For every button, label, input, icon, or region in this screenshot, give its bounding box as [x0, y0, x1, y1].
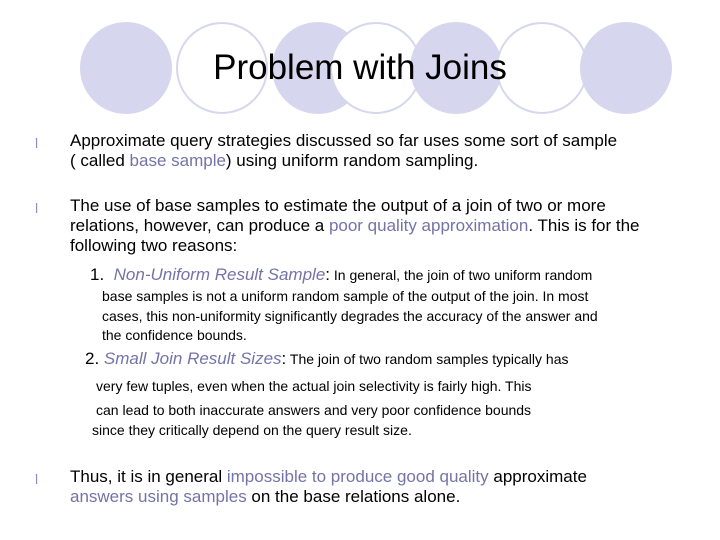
reason-1 [90, 265, 592, 286]
reason-2-body-2 [92, 421, 412, 441]
reason-1-body [102, 287, 598, 346]
line: following two reasons: [70, 236, 238, 255]
bullet-3-text [70, 467, 587, 507]
bullet-1-text [70, 131, 617, 171]
line: answers using samples on the base relations alone. [70, 487, 461, 506]
bullet-2-text [70, 196, 640, 256]
bullet-icon: l [35, 471, 39, 487]
slide-title: Problem with Joins [213, 48, 507, 87]
line: base samples is not a uniform random sample of the output of the join. In most [102, 288, 589, 304]
highlight: base sample [129, 151, 226, 170]
highlight: impossible to produce good quality [226, 467, 489, 486]
line: 2. Small Join Result Sizes: The join of two random samples typically has [85, 349, 569, 368]
line: Thus, it is in general impossible to produce good quality approximate [70, 467, 587, 486]
highlight: poor quality approximation [328, 216, 529, 235]
reason-2-body-1 [96, 374, 532, 422]
line: cases, this non-uniformity significantly degrades the accuracy of the answer and [102, 307, 598, 324]
line: The use of base samples to estimate the output of a join of two or more [70, 196, 606, 215]
bullet-icon: l [35, 135, 39, 151]
line: 1. Non-Uniform Result Sample: In general, the join of two uniform random [90, 265, 593, 284]
line: the confidence bounds. [102, 327, 247, 343]
reason-2 [85, 349, 569, 370]
line: relations, however, can produce a poor quality approximation. This is for the [70, 216, 640, 235]
line: can lead to both inaccurate answers and very poor confidence bounds [96, 402, 532, 418]
line: ( called base sample) using uniform random sampling. [70, 151, 479, 170]
highlight: Small Join Result Sizes [103, 349, 282, 368]
line: since they critically depend on the query result size. [92, 422, 412, 438]
line: Approximate query strategies discussed so far uses some sort of sample [70, 131, 618, 150]
bullet-icon: l [35, 200, 39, 216]
highlight: Non-Uniform Result Sample [113, 265, 326, 284]
highlight: answers using samples [70, 487, 247, 506]
line: very few tuples, even when the actual join selectivity is fairly high. This [96, 378, 532, 394]
